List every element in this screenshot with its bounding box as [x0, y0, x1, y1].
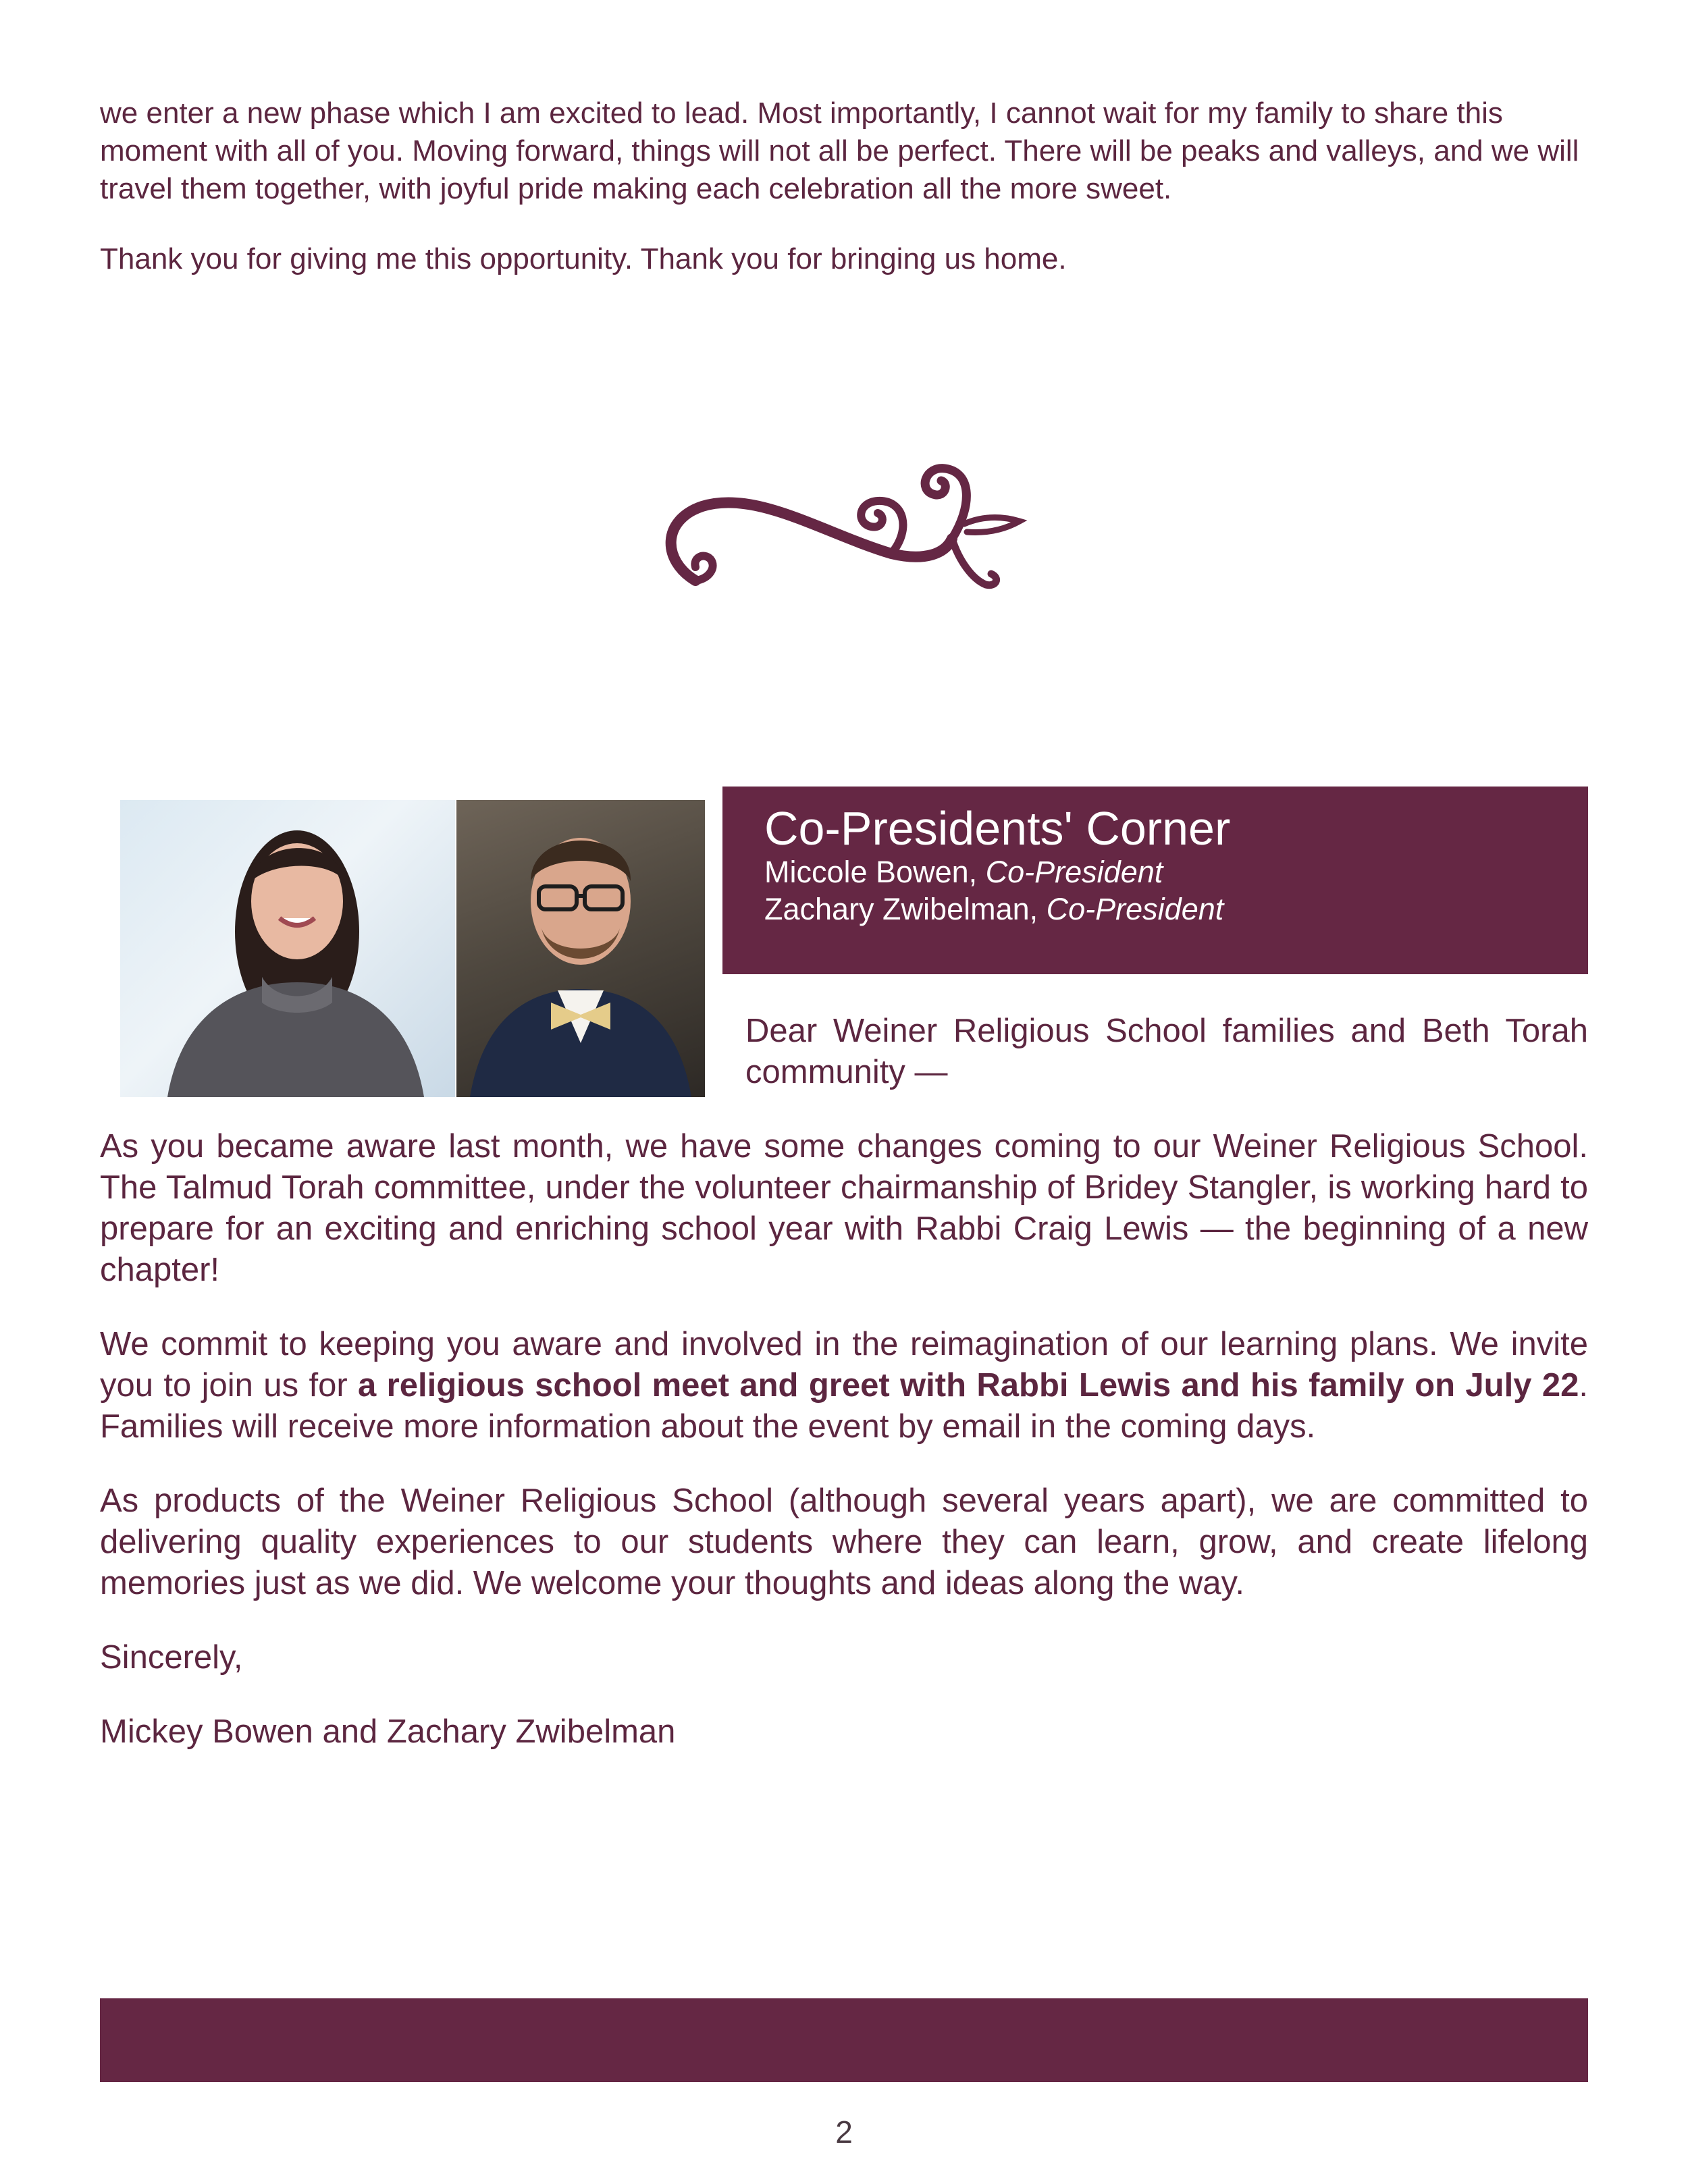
byline-zachary-zwibelman	[764, 891, 1223, 928]
page-number: 2	[835, 2114, 853, 2150]
footer-bar	[100, 1998, 1588, 2082]
letter-salutation: Dear Weiner Religious School families and Beth Torah community —	[745, 1013, 1588, 1090]
intro-thanks: Thank you for giving me this opportunity. Thank you for bringing us home.	[100, 242, 1067, 275]
photo-zachary-zwibelman	[456, 800, 705, 1097]
co-presidents-header	[722, 787, 1588, 974]
person-role: Co-President	[985, 855, 1163, 889]
letter-signature: Mickey Bowen and Zachary Zwibelman	[100, 1713, 676, 1750]
byline-miccole-bowen	[764, 854, 1163, 890]
portrait-woman-icon	[120, 800, 455, 1097]
invite-text-end: . Families will receive more information about the event by email in the coming days.	[100, 1367, 1588, 1445]
letter-paragraph: As products of the Weiner Religious School (although several years apart), we are committed to delivering quality experiences to our students where they can learn, grow, and create lifelong memories just as we did. We welcome your thoughts and ideas along the way.	[100, 1483, 1588, 1601]
letter-paragraph-invite	[100, 1324, 1588, 1447]
intro-text	[100, 95, 1588, 278]
co-presidents-photos	[100, 785, 706, 1099]
intro-paragraph: we enter a new phase which I am excited to lead. Most importantly, I cannot wait for my family to share this moment with all of you. Moving forward, things will not all be perfect. There will be peaks and valleys, and we will travel them together, with joyful pride making each celebration all the more sweet.	[100, 97, 1579, 205]
person-role: Co-President	[1046, 892, 1224, 926]
section-title: Co-Presidents' Corner	[764, 802, 1231, 855]
invite-text: We commit to keeping you aware and involved in the reimagination of our learning plans. We invite you to join us for	[100, 1326, 1588, 1404]
portrait-man-icon	[456, 800, 705, 1097]
person-name: Miccole Bowen,	[764, 855, 986, 889]
letter-paragraph: As you became aware last month, we have some changes coming to our Weiner Religious School. The Talmud Torah committee, under the volunteer chairmanship of Bridey Stangler, is working hard to prepare for an exciting and enriching school year with Rabbi Craig Lewis — the beginning of a new chapter!	[100, 1128, 1588, 1288]
letter-body	[100, 1126, 1588, 1786]
photo-miccole-bowen	[120, 800, 455, 1097]
person-name: Zachary Zwibelman,	[764, 892, 1047, 926]
letter-closing: Sincerely,	[100, 1639, 243, 1676]
invite-highlight: a religious school meet and greet with Rabbi Lewis and his family on July 22	[358, 1367, 1579, 1404]
flourish-ornament-icon	[655, 459, 1033, 594]
